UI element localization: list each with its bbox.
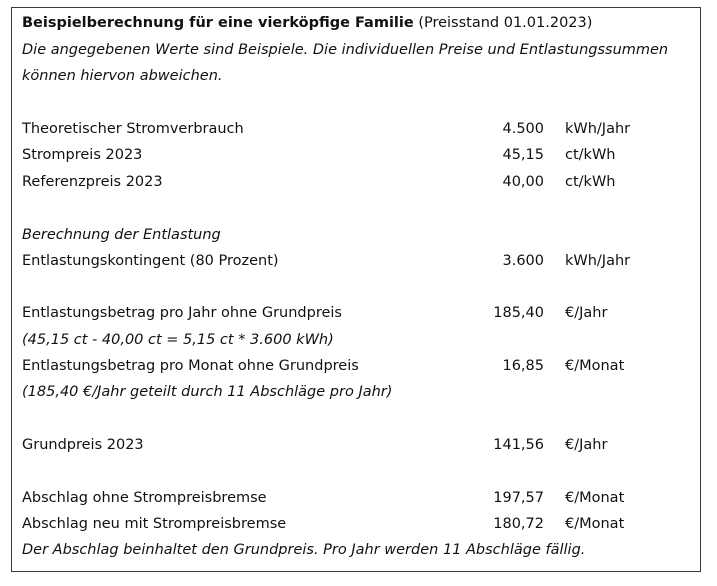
row-quota-label: Entlastungskontingent (80 Prozent): [22, 253, 279, 269]
row-installment-new-unit: €/Monat: [565, 516, 625, 532]
row-base-price-label: Grundpreis 2023: [22, 437, 144, 453]
row-installment-old-value: 197,57: [493, 490, 544, 506]
row-reference-label: Referenzpreis 2023: [22, 174, 163, 190]
title-suffix: (Preisstand 01.01.2023): [418, 15, 593, 31]
row-relief-month-label: Entlastungsbetrag pro Monat ohne Grundpreis: [22, 358, 359, 374]
title-bold: Beispielberechnung für eine vierköpfige Familie: [22, 15, 414, 31]
row-price-unit: ct/kWh: [565, 147, 616, 163]
row-base-price-value: 141,56: [493, 437, 544, 453]
row-base-price-unit: €/Jahr: [565, 437, 608, 453]
title-line: [22, 10, 592, 36]
row-relief-month-unit: €/Monat: [565, 358, 625, 374]
row-relief-month-note: (185,40 €/Jahr geteilt durch 11 Abschläge pro Jahr): [22, 384, 393, 400]
row-relief-year-unit: €/Jahr: [565, 305, 608, 321]
row-quota-unit: kWh/Jahr: [565, 253, 631, 269]
row-consumption-value: 4.500: [502, 121, 544, 137]
row-relief-month-value: 16,85: [502, 358, 544, 374]
row-installment-old-unit: €/Monat: [565, 490, 625, 506]
row-consumption-unit: kWh/Jahr: [565, 121, 631, 137]
row-reference-unit: ct/kWh: [565, 174, 616, 190]
row-installment-old-label: Abschlag ohne Strompreisbremse: [22, 490, 267, 506]
row-relief-year-note: (45,15 ct - 40,00 ct = 5,15 ct * 3.600 kWh): [22, 332, 334, 348]
row-relief-year-value: 185,40: [493, 305, 544, 321]
row-relief-year-label: Entlastungsbetrag pro Jahr ohne Grundpreis: [22, 305, 342, 321]
row-price-value: 45,15: [502, 147, 544, 163]
section-heading: Berechnung der Entlastung: [22, 227, 221, 243]
row-quota-value: 3.600: [502, 253, 544, 269]
row-installment-new-value: 180,72: [493, 516, 544, 532]
row-consumption-label: Theoretischer Stromverbrauch: [22, 121, 244, 137]
footer-note: Der Abschlag beinhaltet den Grundpreis. Pro Jahr werden 11 Abschläge fällig.: [22, 542, 586, 558]
row-installment-new-label: Abschlag neu mit Strompreisbremse: [22, 516, 287, 532]
note-line-2: können hiervon abweichen.: [22, 68, 223, 84]
row-price-label: Strompreis 2023: [22, 147, 143, 163]
row-reference-value: 40,00: [502, 174, 544, 190]
note-line-1: Die angegebenen Werte sind Beispiele. Die individuellen Preise und Entlastungssummen: [22, 42, 669, 58]
